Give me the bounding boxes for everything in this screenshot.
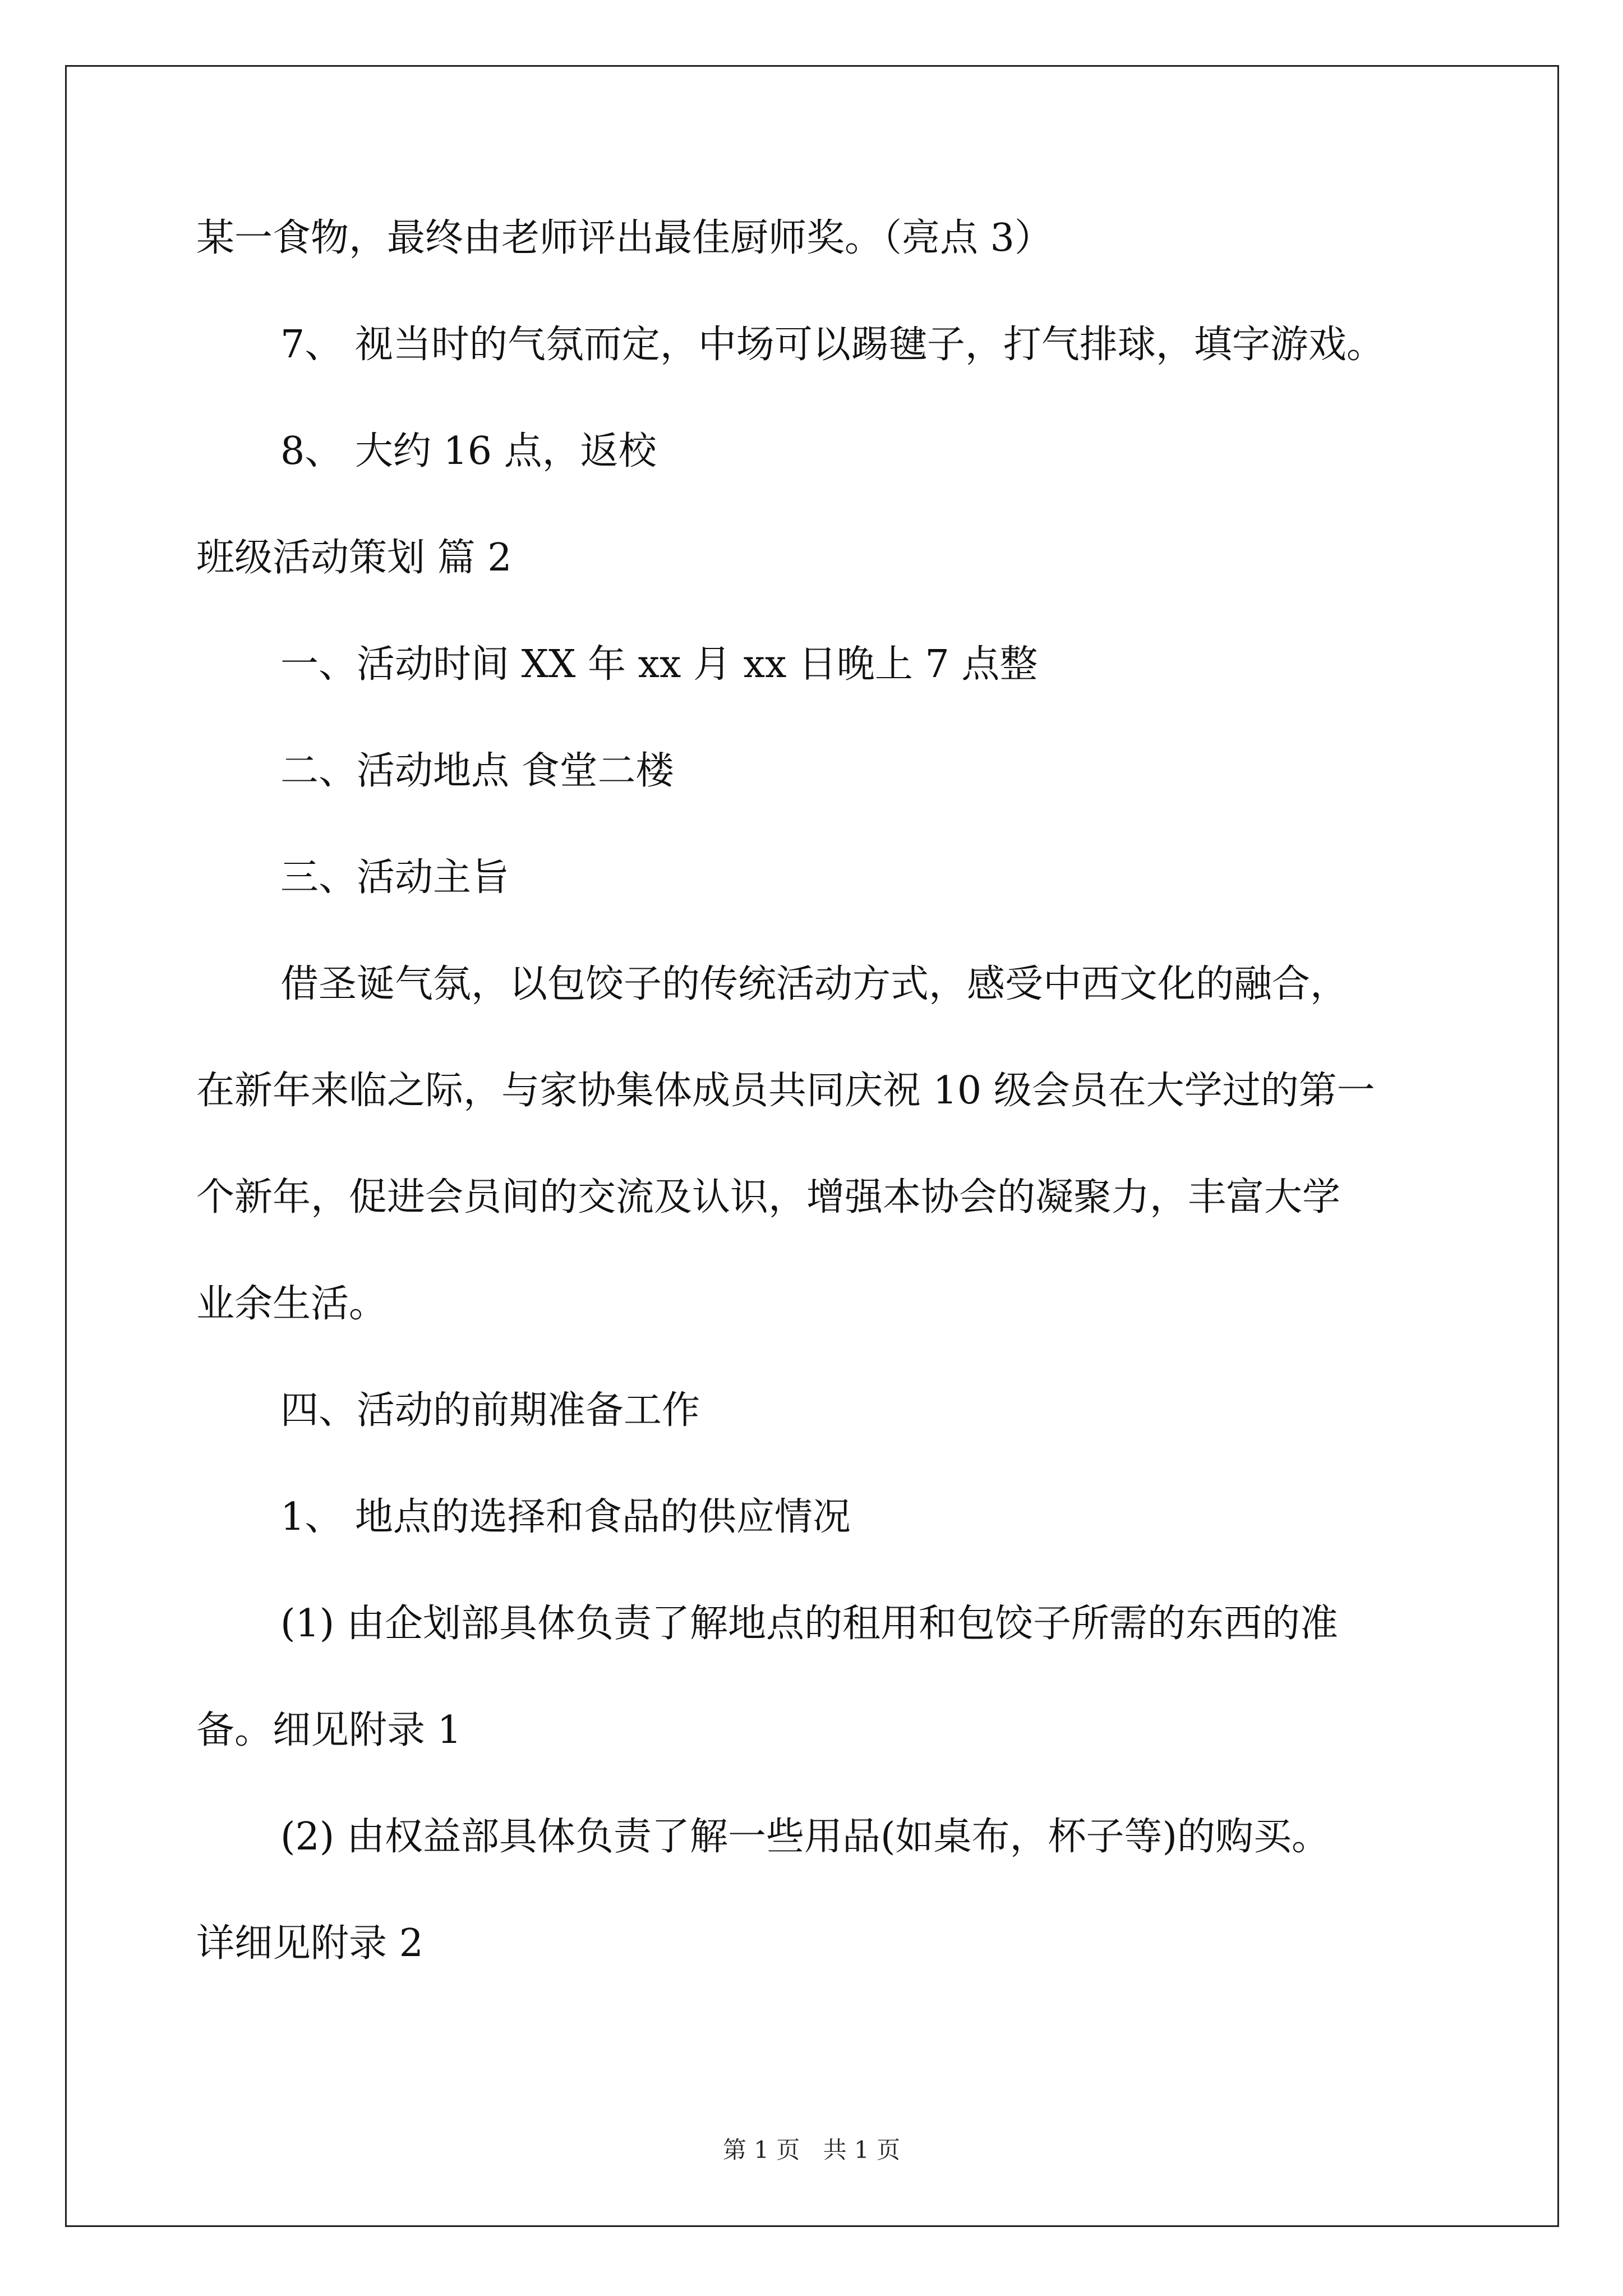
text-line: 一、活动时间 XX 年 xx 月 xx 日晚上 7 点整 xyxy=(280,642,1038,687)
text-line: 借圣诞气氛，以包饺子的传统活动方式，感受中西文化的融合， xyxy=(280,962,1349,1006)
text-line: 个新年，促进会员间的交流及认识，增强本协会的凝聚力，丰富大学 xyxy=(196,1175,1341,1220)
text-line: 四、活动的前期准备工作 xyxy=(280,1388,700,1433)
text-line: 在新年来临之际，与家协集体成员共同庆祝 10 级会员在大学过的第一 xyxy=(196,1069,1375,1113)
text-line: 1、 地点的选择和食品的供应情况 xyxy=(280,1495,851,1539)
section-heading: 班级活动策划 篇 2 xyxy=(196,536,512,580)
page-total: 共 1 页 xyxy=(823,2136,901,2164)
text-line: 三、活动主旨 xyxy=(280,855,510,900)
text-line: 8、 大约 16 点，返校 xyxy=(280,429,657,473)
text-line: 详细见附录 2 xyxy=(196,1921,423,1966)
text-line: 某一食物，最终由老师评出最佳厨师奖。（亮点 3） xyxy=(196,216,1053,260)
text-line: (2) 由权益部具体负责了解一些用品(如桌布，杯子等)的购买。 xyxy=(280,1815,1330,1859)
text-line: 备。细见附录 1 xyxy=(196,1708,462,1752)
page-number: 第 1 页 xyxy=(722,2136,800,2164)
page-footer xyxy=(0,2136,1623,2164)
text-line: 7、 视当时的气氛而定，中场可以踢毽子，打气排球，填字游戏。 xyxy=(280,323,1385,367)
text-line: 业余生活。 xyxy=(196,1282,388,1326)
page-border xyxy=(65,65,1559,2227)
text-line: 二、活动地点 食堂二楼 xyxy=(280,749,674,793)
text-line: (1) 由企划部具体负责了解地点的租用和包饺子所需的东西的准 xyxy=(280,1602,1338,1646)
